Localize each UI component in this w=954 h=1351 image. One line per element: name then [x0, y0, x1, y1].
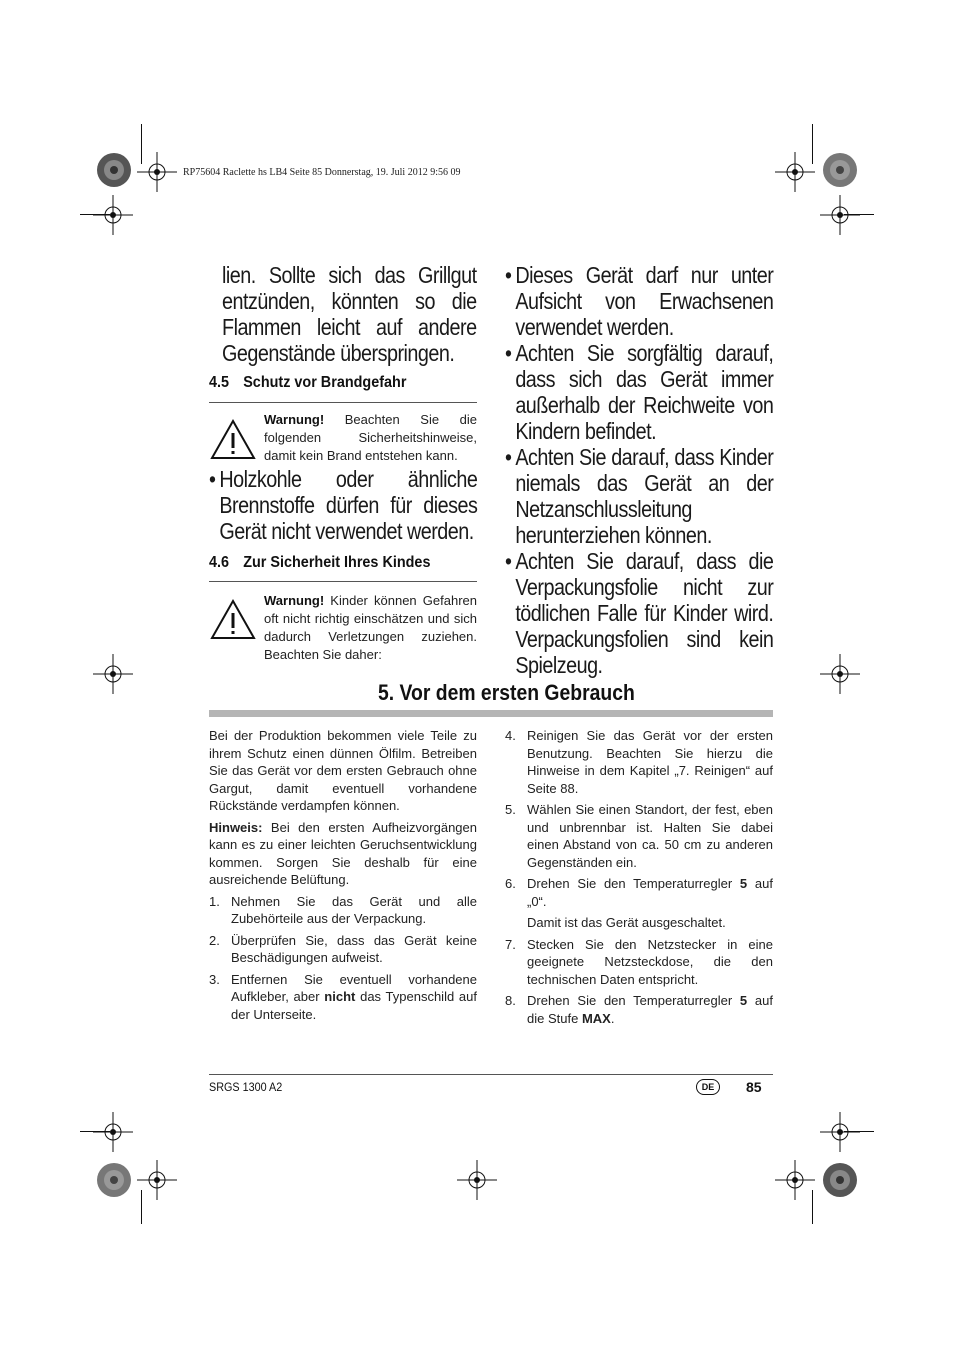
bullet-text: • Achten Sie darauf, dass die Verpackungsfolie nicht zur tödlichen Falle für Kinder wird. Verpackungsfolien sind kein Spielzeug. — [505, 548, 773, 678]
step-number: 5. — [505, 802, 516, 817]
crosshair-icon — [457, 1160, 497, 1200]
intro-paragraph: Bei der Produktion bekommen viele Teile zu ihrem Schutz einen dünnen Ölfilm. Betreiben Sie das Gerät vor dem ersten Gebrauch ohne Gargut, damit eventuell vorhandene Rückstände verdampfen können. — [209, 728, 477, 813]
crosshair-icon — [820, 195, 860, 235]
footer-model: SRGS 1300 A2 — [209, 1080, 283, 1094]
crosshair-icon — [775, 1160, 815, 1200]
step-text: . — [610, 1010, 615, 1026]
step-emphasis: 5 — [739, 993, 748, 1008]
list-item — [505, 727, 773, 797]
registration-rosette-icon — [822, 1162, 858, 1198]
footer-rule — [209, 1074, 773, 1075]
step-note: Damit ist das Gerät ausgeschaltet. — [527, 915, 726, 930]
step-text: auf „0“. — [527, 876, 773, 909]
step-number: 2. — [209, 932, 220, 948]
steps-list — [209, 893, 477, 1024]
warning-label: Warnung! — [264, 412, 325, 427]
chapter5-left-column — [209, 727, 477, 1027]
crosshair-icon — [93, 195, 133, 235]
bullet-text: • Achten Sie sorgfältig darauf, dass sich das Gerät immer außerhalb der Reichweite von Kindern befindet. — [505, 340, 773, 444]
crop-mark — [141, 124, 142, 164]
list-item — [209, 893, 477, 928]
page-number: 85 — [746, 1079, 762, 1095]
list-item — [505, 992, 773, 1027]
section-number: 4.5 — [209, 374, 230, 391]
crosshair-icon — [137, 1160, 177, 1200]
bullet-text: • Holzkohle oder ähnliche Brennstoffe dürfen für dieses Gerät nicht verwendet werden. — [209, 466, 477, 544]
step-number: 1. — [209, 893, 220, 909]
crop-mark — [80, 1131, 110, 1132]
section-heading-4-6 — [209, 554, 430, 572]
step-text: auf die Stufe — [527, 993, 773, 1026]
warning-triangle-icon — [210, 598, 256, 645]
list-item — [505, 875, 773, 932]
step-number: 8. — [505, 993, 516, 1008]
warning-text: Kinder können Gefahren oft nicht richtig einschätzen und sich dadurch Verletzungen zuziehen. Beachten Sie daher: — [264, 593, 477, 662]
language-badge: DE — [696, 1079, 720, 1095]
step-text: Wählen Sie einen Standort, der fest, eben und unbrennbar ist. Halten Sie dabei einen Abstand von ca. 50 cm zu anderen Gegenständen ein. — [527, 802, 773, 870]
step-text: Überprüfen Sie, dass das Gerät keine Beschädigungen aufweist. — [231, 932, 477, 965]
continuation-paragraph — [222, 262, 477, 366]
continuation-text: lien. Sollte sich das Grillgut entzünden, könnten so die Flammen leicht auf andere Gegenstände überspringen. — [222, 262, 477, 366]
chapter-rule — [209, 710, 773, 717]
crop-mark — [844, 1131, 874, 1132]
list-item — [209, 932, 477, 967]
step-number: 7. — [505, 936, 516, 952]
warning-triangle-icon — [210, 418, 256, 465]
hint-text: Bei den ersten Aufheizvorgängen kann es zu einer leichten Geruchsentwicklung kommen. Sorgen Sie deshalb für eine ausreichende Belüftung. — [209, 819, 477, 887]
bullet-charcoal — [209, 466, 477, 544]
crop-mark — [141, 1190, 142, 1224]
list-item — [505, 801, 773, 871]
crosshair-icon — [93, 654, 133, 694]
crosshair-icon — [820, 1112, 860, 1152]
step-emphasis: MAX — [581, 1010, 611, 1026]
warning-box-fire — [264, 411, 477, 465]
bullet-text: • Achten Sie darauf, dass Kinder niemals das Gerät an der Netzanschlussleitung herunterziehen können. — [505, 444, 773, 548]
crop-mark — [812, 1190, 813, 1224]
hint-label: Hinweis: — [209, 819, 263, 835]
step-text: das Typenschild auf der Unterseite. — [231, 989, 477, 1022]
warning-text: Beachten Sie die folgenden Sicherheitshinweise, damit kein Brand entstehen kann. — [264, 412, 477, 463]
section-title: Zur Sicherheit Ihres Kindes — [243, 554, 431, 571]
hint-paragraph — [209, 819, 477, 889]
step-text: Entfernen Sie eventuell vorhandene Aufkleber, aber — [231, 971, 477, 1004]
crop-mark — [812, 124, 813, 164]
step-number: 3. — [209, 971, 220, 987]
chapter5-right-column — [505, 727, 773, 1031]
crosshair-icon — [820, 654, 860, 694]
warning-label: Warnung! — [264, 593, 325, 608]
registration-rosette-icon — [96, 152, 132, 188]
bullet-text: • Dieses Gerät darf nur unter Aufsicht von Erwachsenen verwendet werden. — [505, 262, 773, 340]
crosshair-icon — [137, 152, 177, 192]
step-text: Reinigen Sie das Gerät vor der ersten Benutzung. Beachten Sie hierzu die Hinweise in dem Kapitel „7. Reinigen“ auf Seite 88. — [527, 728, 773, 796]
crop-mark — [844, 214, 874, 215]
section-rule — [209, 402, 477, 403]
step-text: Drehen Sie den Temperaturregler — [527, 876, 740, 891]
step-number: 6. — [505, 876, 516, 891]
section-number: 4.6 — [209, 554, 230, 571]
section-heading-4-5 — [209, 374, 406, 392]
chapter-heading: 5. Vor dem ersten Gebrauch — [378, 680, 635, 705]
steps-list — [505, 727, 773, 1027]
list-item — [209, 971, 477, 1024]
print-info: RP75604 Raclette hs LB4 Seite 85 Donnerstag, 19. Juli 2012 9:56 09 — [183, 167, 461, 178]
list-item — [505, 936, 773, 989]
crosshair-icon — [775, 152, 815, 192]
step-emphasis: nicht — [324, 989, 356, 1004]
crop-mark — [80, 214, 110, 215]
step-text: Nehmen Sie das Gerät und alle Zubehörteile aus der Verpackung. — [231, 893, 477, 926]
step-emphasis: 5 — [739, 876, 748, 891]
step-text: Stecken Sie den Netzstecker in eine geeignete Netzsteckdose, die den technischen Daten entspricht. — [527, 936, 773, 987]
step-number: 4. — [505, 728, 516, 743]
section-rule — [209, 581, 477, 582]
registration-rosette-icon — [822, 152, 858, 188]
registration-rosette-icon — [96, 1162, 132, 1198]
step-text: Drehen Sie den Temperaturregler — [527, 993, 740, 1008]
warning-box-children — [264, 592, 477, 664]
child-safety-bullets — [505, 262, 773, 678]
crosshair-icon — [93, 1112, 133, 1152]
section-title: Schutz vor Brandgefahr — [243, 374, 407, 391]
